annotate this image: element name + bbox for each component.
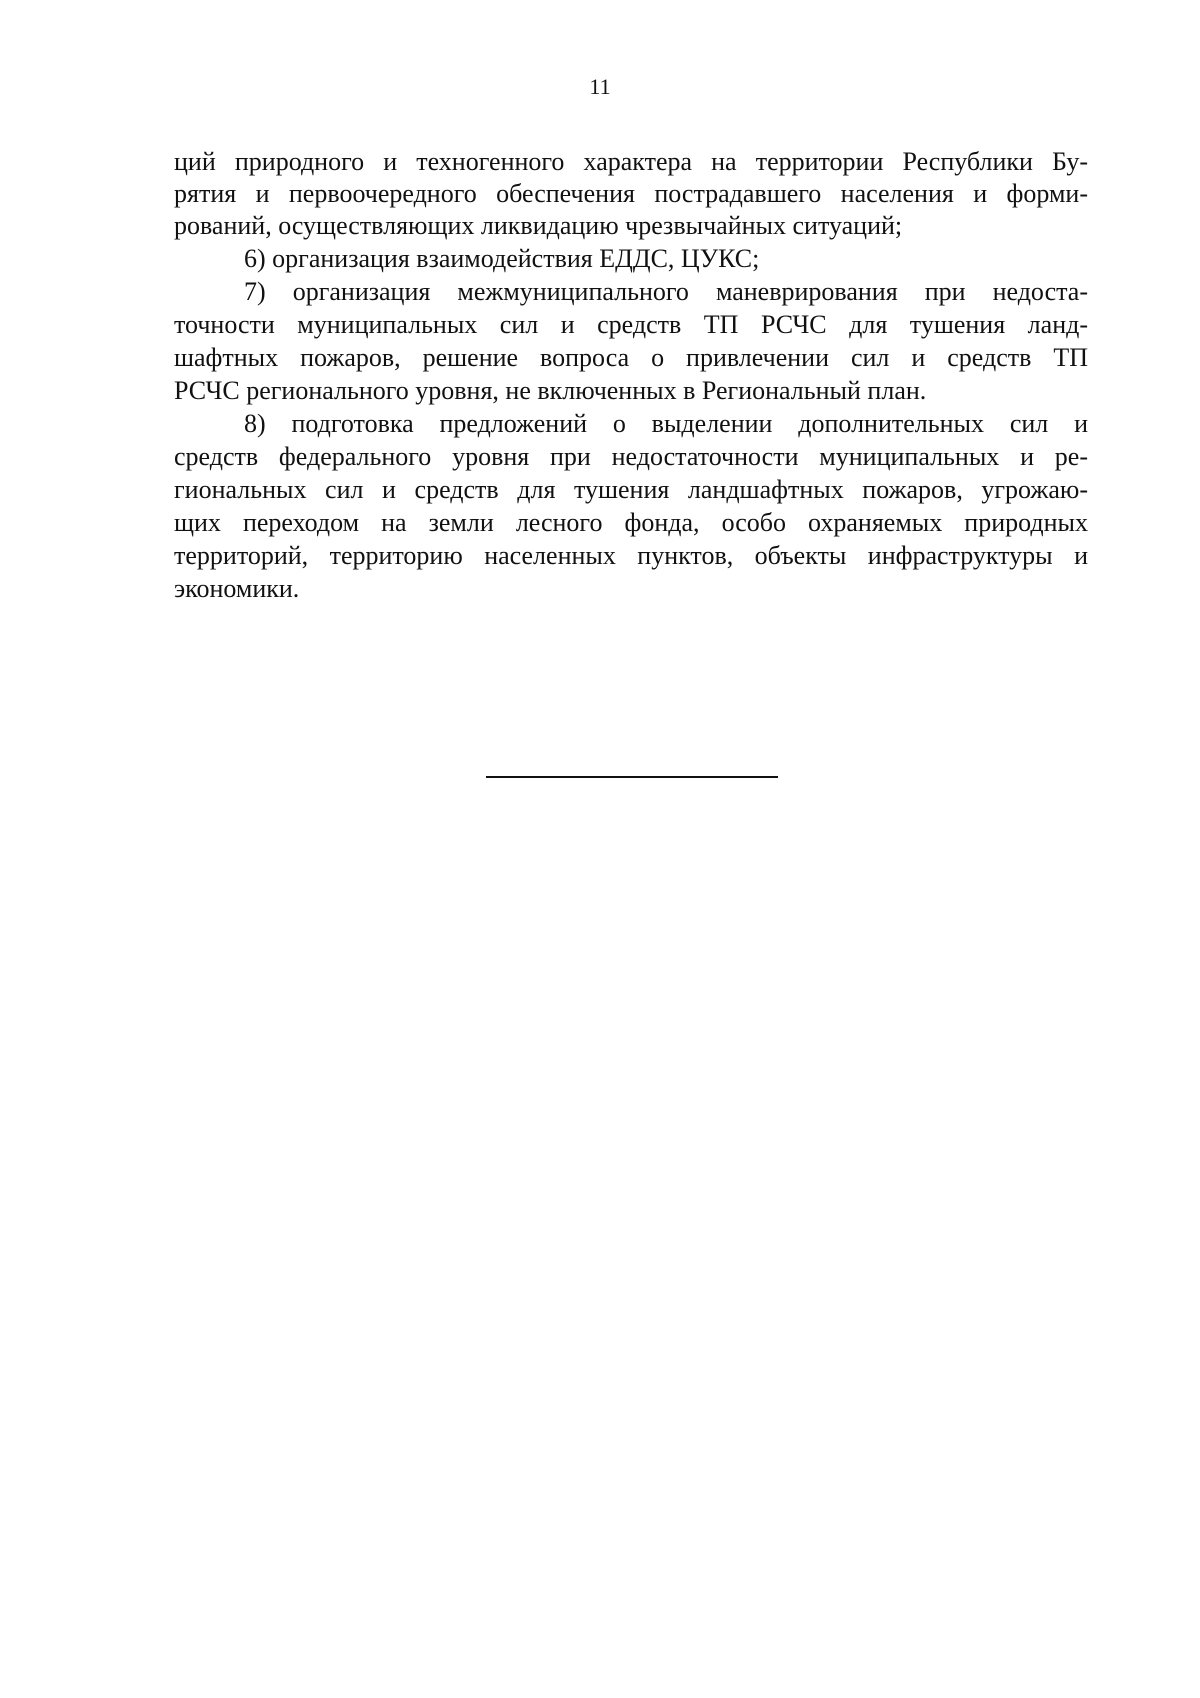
text-line-7: шафтных пожаров, решение вопроса о привлечении сил и средств ТП [174, 343, 1088, 372]
text-line-2: рятия и первоочередного обеспечения пострадавшего населения и форми- [174, 179, 1088, 208]
text-line-14: экономики. [174, 574, 300, 603]
text-line-4: 6) организация взаимодействия ЕДДС, ЦУКС; [244, 244, 760, 273]
page-number: 11 [589, 74, 611, 99]
text-line-9: 8) подготовка предложений о выделении дополнительных сил и [244, 409, 1088, 438]
text-line-8: РСЧС регионального уровня, не включенных в Региональный план. [174, 376, 927, 405]
text-line-12: щих переходом на земли лесного фонда, особо охраняемых природных [174, 508, 1088, 537]
text-line-11: гиональных сил и средств для тушения ландшафтных пожаров, угрожаю- [174, 475, 1088, 504]
text-line-10: средств федерального уровня при недостаточности муниципальных и ре- [174, 442, 1088, 471]
text-line-3: рований, осуществляющих ликвидацию чрезвычайных ситуаций; [174, 211, 903, 240]
text-line-13: территорий, территорию населенных пунктов, объекты инфраструктуры и [174, 541, 1088, 570]
text-line-6: точности муниципальных сил и средств ТП РСЧС для тушения ланд- [174, 310, 1088, 339]
text-line-5: 7) организация межмуниципального маневрирования при недоста- [244, 277, 1088, 306]
closing-rule [486, 776, 778, 778]
text-line-1: ций природного и техногенного характера на территории Республики Бу- [174, 147, 1088, 176]
